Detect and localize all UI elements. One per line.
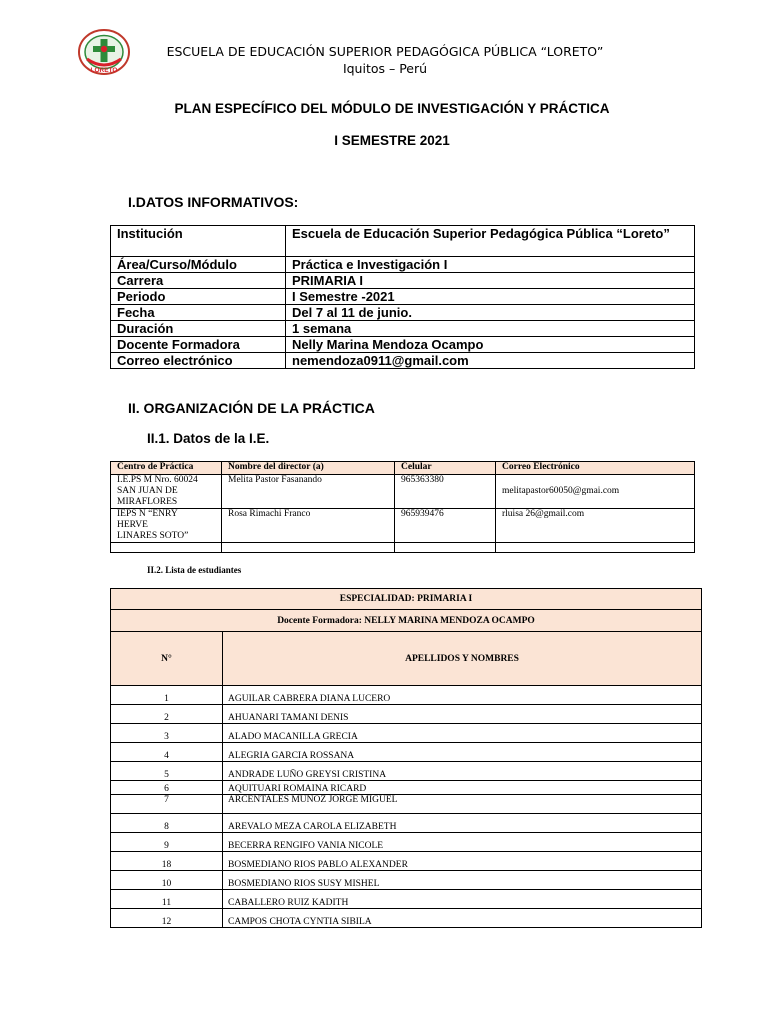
info-row xyxy=(111,353,695,369)
student-name: ANDRADE LUÑO GREYSI CRISTINA xyxy=(223,762,702,781)
student-number: 10 xyxy=(111,871,223,890)
info-value: PRIMARIA I xyxy=(286,273,695,289)
column-header-number: N° xyxy=(111,632,223,686)
ie-centro-cell xyxy=(111,509,222,543)
info-row xyxy=(111,337,695,353)
info-value: nemendoza0911@gmail.com xyxy=(286,353,695,369)
info-row xyxy=(111,289,695,305)
info-value: Práctica e Investigación I xyxy=(286,257,695,273)
student-number: 18 xyxy=(111,852,223,871)
student-row xyxy=(111,833,702,852)
semester-title: I SEMESTRE 2021 xyxy=(334,133,450,148)
student-row xyxy=(111,909,702,928)
info-value: 1 semana xyxy=(286,321,695,337)
info-key: Correo electrónico xyxy=(111,353,286,369)
student-row xyxy=(111,781,702,795)
ie-header-row xyxy=(111,462,695,475)
ie-col-centro: Centro de Práctica xyxy=(111,462,222,475)
student-name: AREVALO MEZA CAROLA ELIZABETH xyxy=(223,814,702,833)
info-key: Carrera xyxy=(111,273,286,289)
ie-centro-line: HERVE xyxy=(117,520,148,530)
info-value: Escuela de Educación Superior Pedagógica Pública “Loreto” xyxy=(286,226,695,257)
city-name: Iquitos – Perú xyxy=(342,61,428,76)
ie-centro-line: SAN JUAN DE xyxy=(117,486,178,496)
ie-table xyxy=(110,461,695,553)
student-name: CABALLERO RUIZ KADITH xyxy=(223,890,702,909)
school-name: ESCUELA DE EDUCACIÓN SUPERIOR PEDAGÓGICA PÚBLICA “LORETO” xyxy=(166,44,604,59)
logo-text: LORETO xyxy=(90,67,118,74)
info-value: Nelly Marina Mendoza Ocampo xyxy=(286,337,695,353)
ie-col-celular: Celular xyxy=(395,462,496,475)
student-name: ALADO MACANILLA GRECIA xyxy=(223,724,702,743)
student-number: 3 xyxy=(111,724,223,743)
student-row xyxy=(111,814,702,833)
student-name: BOSMEDIANO RIOS PABLO ALEXANDER xyxy=(223,852,702,871)
info-key: Fecha xyxy=(111,305,286,321)
ie-director-cell: Melita Pastor Fasanando xyxy=(222,475,395,509)
ie-row xyxy=(111,509,695,543)
student-row xyxy=(111,795,702,814)
info-row xyxy=(111,305,695,321)
ie-director-cell: Rosa Rimachi Franco xyxy=(222,509,395,543)
ie-correo-cell: rluisa 26@gmail.com xyxy=(496,509,695,543)
specialty-row xyxy=(111,589,702,610)
info-key: Institución xyxy=(111,226,286,257)
info-table xyxy=(110,225,695,369)
teacher-row xyxy=(111,610,702,632)
ie-col-correo: Correo Electrónico xyxy=(496,462,695,475)
student-number: 1 xyxy=(111,686,223,705)
ie-col-director: Nombre del director (a) xyxy=(222,462,395,475)
ie-centro-line: MIRAFLORES xyxy=(117,497,178,507)
student-name: AQUITUARI ROMAINA RICARD xyxy=(223,781,702,795)
student-number: 11 xyxy=(111,890,223,909)
ie-centro-line: IEPS N “ENRY xyxy=(117,509,178,519)
student-number: 12 xyxy=(111,909,223,928)
ie-celular-cell: 965363380 xyxy=(395,475,496,509)
ie-correo-text: melitapastor60050@gmai.com xyxy=(502,486,620,496)
student-name: ALEGRIA GARCIA ROSSANA xyxy=(223,743,702,762)
info-key: Área/Curso/Módulo xyxy=(111,257,286,273)
info-row xyxy=(111,273,695,289)
student-row xyxy=(111,686,702,705)
student-row xyxy=(111,852,702,871)
student-name: AGUILAR CABRERA DIANA LUCERO xyxy=(223,686,702,705)
column-header-name: APELLIDOS Y NOMBRES xyxy=(223,632,702,686)
info-row xyxy=(111,321,695,337)
student-number: 6 xyxy=(111,781,223,795)
ie-centro-line: I.E.PS M Nro. 60024 xyxy=(117,475,198,485)
info-key: Docente Formadora xyxy=(111,337,286,353)
student-number: 8 xyxy=(111,814,223,833)
student-number: 9 xyxy=(111,833,223,852)
info-key: Periodo xyxy=(111,289,286,305)
student-name: AHUANARI TAMANI DENIS xyxy=(223,705,702,724)
student-number: 4 xyxy=(111,743,223,762)
student-row xyxy=(111,762,702,781)
column-header-row xyxy=(111,632,702,686)
ie-empty-row xyxy=(111,543,695,553)
subsection-heading-lista: II.2. Lista de estudiantes xyxy=(147,565,242,575)
info-row xyxy=(111,257,695,273)
student-row xyxy=(111,705,702,724)
student-number: 2 xyxy=(111,705,223,724)
ie-centro-line: LINARES SOTO” xyxy=(117,531,189,541)
subsection-heading-datos-ie: II.1. Datos de la I.E. xyxy=(147,431,270,446)
section-heading-organizacion: II. ORGANIZACIÓN DE LA PRÁCTICA xyxy=(128,400,375,416)
student-row xyxy=(111,724,702,743)
student-number: 5 xyxy=(111,762,223,781)
student-name: BECERRA RENGIFO VANIA NICOLE xyxy=(223,833,702,852)
info-value: I Semestre -2021 xyxy=(286,289,695,305)
student-name: CAMPOS CHOTA CYNTIA SIBILA xyxy=(223,909,702,928)
student-number: 7 xyxy=(111,795,223,814)
section-heading-datos: I.DATOS INFORMATIVOS: xyxy=(128,194,299,210)
students-table xyxy=(110,588,702,928)
student-row xyxy=(111,890,702,909)
ie-row xyxy=(111,475,695,509)
info-key: Duración xyxy=(111,321,286,337)
school-logo xyxy=(78,29,130,75)
student-name: ARCENTALES MUÑOZ JORGE MIGUEL xyxy=(223,795,702,814)
student-row xyxy=(111,871,702,890)
student-row xyxy=(111,743,702,762)
ie-correo-cell xyxy=(496,475,695,509)
ie-centro-cell xyxy=(111,475,222,509)
info-value: Del 7 al 11 de junio. xyxy=(286,305,695,321)
student-name: BOSMEDIANO RIOS SUSY MISHEL xyxy=(223,871,702,890)
specialty-cell: ESPECIALIDAD: PRIMARIA I xyxy=(111,589,702,610)
page-title: PLAN ESPECÍFICO DEL MÓDULO DE INVESTIGACIÓN Y PRÁCTICA xyxy=(174,101,610,116)
ie-celular-cell: 965939476 xyxy=(395,509,496,543)
teacher-cell: Docente Formadora: NELLY MARINA MENDOZA OCAMPO xyxy=(111,610,702,632)
info-row xyxy=(111,226,695,257)
